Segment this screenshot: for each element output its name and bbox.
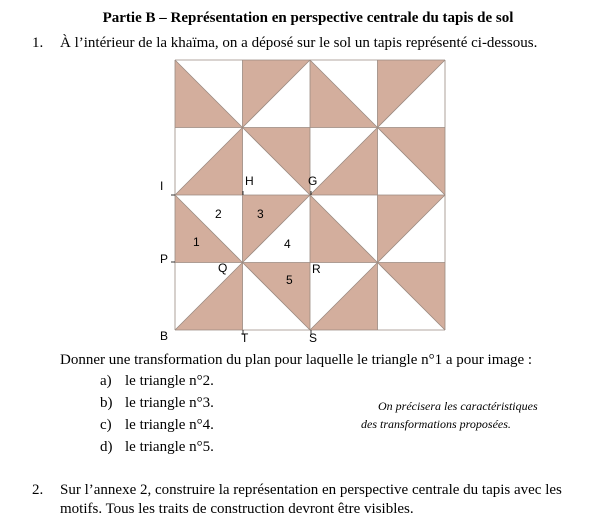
point-label-q: Q: [218, 261, 228, 275]
point-label-s: S: [309, 331, 318, 345]
point-label-g: G: [308, 174, 318, 188]
question-2-number: 2.: [32, 482, 44, 498]
item-a-letter: a): [100, 373, 112, 389]
carpet-tiles: [175, 60, 445, 330]
triangle-number-4: 4: [284, 237, 291, 251]
question-1-number: 1.: [32, 35, 44, 51]
triangle-number-5: 5: [286, 273, 293, 287]
item-c-letter: c): [100, 417, 112, 433]
point-label-r: R: [312, 262, 321, 276]
question-2-line-2: motifs. Tous les traits de construction devront être visibles.: [60, 501, 414, 517]
instruction-text: Donner une transformation du plan pour laquelle le triangle n°1 a pour image :: [60, 352, 533, 368]
item-d-text: le triangle n°5.: [125, 439, 214, 455]
question-2-line-1: Sur l’annexe 2, construire la représentation en perspective centrale du tapis avec les: [60, 482, 562, 498]
section-title: Partie B – Représentation en perspective centrale du tapis de sol: [102, 10, 514, 26]
point-label-i: I: [160, 179, 164, 193]
item-c-text: le triangle n°4.: [125, 417, 214, 433]
note-line-2: des transformations proposées.: [361, 417, 511, 431]
item-b-text: le triangle n°3.: [125, 395, 214, 411]
item-d-letter: d): [100, 439, 113, 455]
point-label-b: B: [160, 329, 169, 343]
triangle-number-2: 2: [215, 207, 222, 221]
question-1-text: À l’intérieur de la khaïma, on a déposé sur le sol un tapis représenté ci-dessous.: [60, 35, 538, 51]
item-b-letter: b): [100, 395, 113, 411]
triangle-number-1: 1: [193, 235, 200, 249]
carpet-figure: [150, 55, 460, 345]
point-label-t: T: [241, 331, 249, 345]
point-label-h: H: [245, 174, 254, 188]
item-a-text: le triangle n°2.: [125, 373, 214, 389]
point-label-p: P: [160, 252, 169, 266]
triangle-number-3: 3: [257, 207, 264, 221]
note-line-1: On précisera les caractéristiques: [378, 399, 538, 413]
